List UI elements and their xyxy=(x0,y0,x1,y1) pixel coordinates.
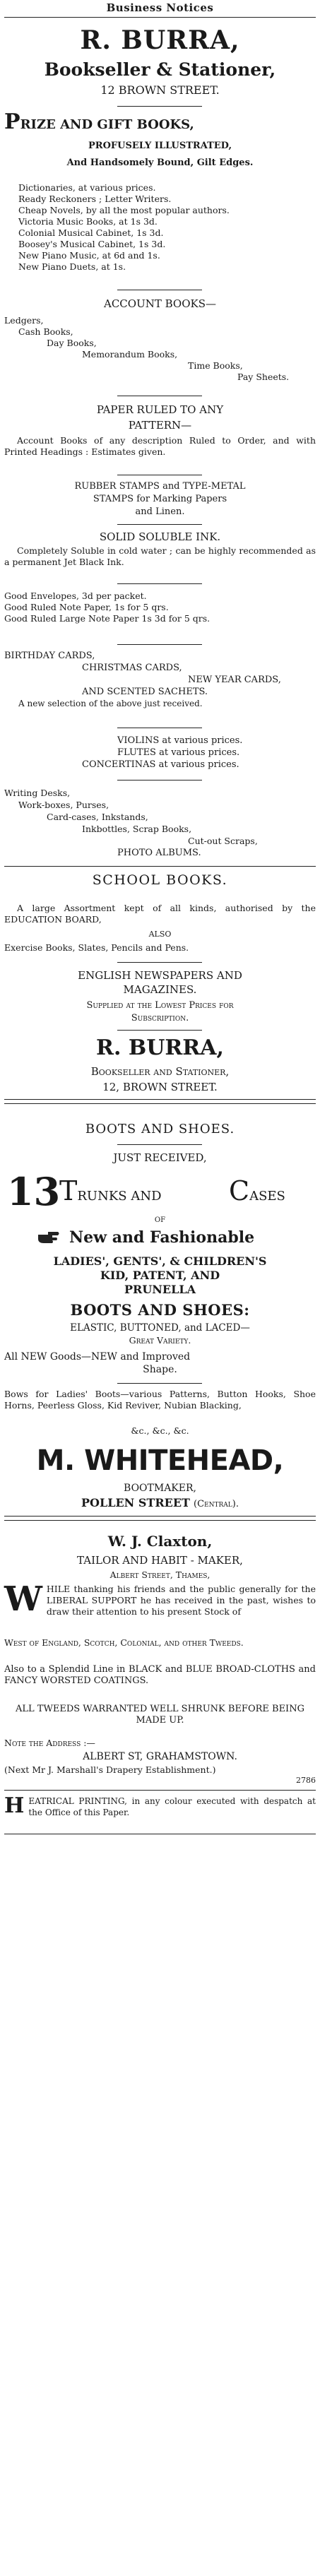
divider xyxy=(4,1520,316,1521)
trunks-initial: T xyxy=(59,1175,78,1206)
prize-heading xyxy=(4,109,316,134)
rubber-2: STAMPS for Marking Papers xyxy=(93,494,227,504)
list-item: VIOLINS at various prices. xyxy=(117,735,243,746)
rubber-1: RUBBER STAMPS and TYPE-METAL xyxy=(74,481,246,492)
cases-initial: C xyxy=(229,1175,250,1206)
paper-title-2: PATTERN— xyxy=(128,419,192,432)
divider xyxy=(4,1103,316,1104)
claxton-address: Albert Street, Thames, xyxy=(109,1569,211,1580)
divider xyxy=(4,17,316,18)
books-list xyxy=(4,182,316,273)
instruments-list xyxy=(4,735,316,771)
list-item: AND SCENTED SACHETS. xyxy=(82,687,208,697)
divider xyxy=(117,524,202,525)
list-item: Good Envelopes, 3d per packet. xyxy=(4,590,147,601)
trunks-rest: RUNKS AND xyxy=(77,1189,162,1204)
list-item: NEW YEAR CARDS, xyxy=(188,675,281,685)
boots-shoes: BOOTS AND SHOES: xyxy=(70,1301,250,1319)
address-street: POLLEN STREET xyxy=(81,1496,190,1509)
divider xyxy=(117,962,202,963)
list-item: Card-cases, Inkstands, xyxy=(47,812,148,822)
whitehead-address xyxy=(4,1496,316,1512)
list-item: FLUTES at various prices. xyxy=(117,747,240,758)
of: OF xyxy=(154,1216,166,1224)
list-item: A new selection of the above just received. xyxy=(18,699,203,708)
cases-rest: ASES xyxy=(249,1189,285,1204)
printing-notice xyxy=(4,1793,316,1818)
cases-label xyxy=(229,1177,285,1211)
whitehead-trade: BOOTMAKER, xyxy=(124,1483,196,1494)
claxton-note: Note the Address :— xyxy=(4,1738,95,1748)
school-title: SCHOOL BOOKS. xyxy=(92,872,228,888)
supplied-1: Supplied at the Lowest Prices for xyxy=(86,1000,234,1011)
list-item: Good Ruled Large Note Paper 1s 3d for 5 qrs. xyxy=(4,613,211,624)
list-item: Day Books, xyxy=(47,338,97,348)
list-item: Ready Reckoners ; Letter Writers. xyxy=(18,194,172,204)
list-item: Inkbottles, Scrap Books, xyxy=(82,824,192,834)
list-item: Memorandum Books, xyxy=(82,349,178,360)
list-item: Dictionaries, at various prices. xyxy=(18,182,156,193)
eng-2: MAGAZINES. xyxy=(123,983,197,996)
list-item: New Piano Music, at 6d and 1s. xyxy=(18,250,160,261)
list-item: Writing Desks, xyxy=(4,788,71,798)
claxton-next: (Next Mr J. Marshall's Drapery Establishment.) xyxy=(4,1764,216,1775)
claxton-name: W. J. Claxton, xyxy=(107,1533,213,1550)
list-item: New Piano Duets, at 1s. xyxy=(18,261,126,272)
list-item: BIRTHDAY CARDS, xyxy=(4,651,95,661)
list-item: CONCERTINAS at various prices. xyxy=(82,759,239,770)
claxton-tweeds: ALL TWEEDS WARRANTED WELL SHRUNK BEFORE BEING MADE UP. xyxy=(16,1704,304,1726)
rubber-3: and Linen. xyxy=(135,506,185,517)
dropcap-w: W xyxy=(4,1579,42,1619)
list-item: Cheap Novels, by all the most popular authors. xyxy=(18,205,230,215)
list-item: Ledgers, xyxy=(4,315,44,326)
ladies-3: PRUNELLA xyxy=(124,1283,196,1296)
fashion-line xyxy=(4,1228,316,1249)
list-item: Pay Sheets. xyxy=(237,372,290,382)
burra-sig-name: R. BURRA, xyxy=(96,1035,224,1060)
list-item: Boosey's Musical Cabinet, 1s 3d. xyxy=(18,239,166,249)
ladies-2: KID, PATENT, AND xyxy=(100,1269,220,1282)
section-title: Business Notices xyxy=(106,1,214,14)
account-title: ACCOUNT BOOKS— xyxy=(103,297,216,310)
burra-name: R. BURRA, xyxy=(80,25,240,55)
burra-sig-address: 12, BROWN STREET. xyxy=(102,1081,218,1093)
variety: Great Variety. xyxy=(129,1335,191,1346)
desks-list xyxy=(4,787,316,859)
divider xyxy=(117,1030,202,1031)
account-list xyxy=(4,315,316,383)
whitehead-name: M. WHITEHEAD, xyxy=(36,1444,284,1477)
ad-number: 2786 xyxy=(296,1776,316,1785)
profusely: PROFUSELY ILLUSTRATED, xyxy=(88,141,232,151)
claxton-body xyxy=(4,1579,316,1619)
all-new-2: Shape. xyxy=(143,1364,177,1375)
list-item: Cut-out Scraps, xyxy=(188,836,258,846)
bows-text: Bows for Ladies' Boots—various Patterns, Button Hooks, Shoe Horns, Peerless Gloss, Kid Reviver, Nubian Blacking, xyxy=(4,1389,316,1411)
fashion-text: New and Fashionable xyxy=(69,1228,255,1247)
trunks-number: 13 xyxy=(7,1169,61,1214)
ink-title: SOLID SOLUBLE INK. xyxy=(99,530,221,543)
claxton-body-text: HILE thanking his friends and the public generally for the LIBERAL SUPPORT he has received in the past, wishes to draw their attention to his present Stock of xyxy=(46,1584,316,1617)
claxton-trade: TAILOR AND HABIT - MAKER, xyxy=(77,1554,243,1567)
also: ALSO xyxy=(148,930,172,939)
claxton-address2: ALBERT ST, GRAHAMSTOWN. xyxy=(83,1751,237,1762)
prize-rest: RIZE AND GIFT BOOKS, xyxy=(20,117,194,132)
divider xyxy=(4,866,316,867)
list-item: Work-boxes, Purses, xyxy=(18,800,109,810)
etc: &c., &c., &c. xyxy=(131,1425,189,1436)
supplied-2: Subscription. xyxy=(131,1013,189,1023)
prize-initial: P xyxy=(4,109,20,134)
cards-list xyxy=(4,650,316,710)
boots-desc: ELASTIC, BUTTONED, and LACED— xyxy=(70,1322,250,1334)
exercise: Exercise Books, Slates, Pencils and Pens. xyxy=(4,942,189,953)
claxton-also: Also to a Splendid Line in BLACK and BLUE BROAD-CLOTHS and FANCY WORSTED COATINGS. xyxy=(4,1664,316,1686)
all-new-1: All NEW Goods—NEW and Improved xyxy=(4,1351,191,1363)
paper-title-1: PAPER RULED TO ANY xyxy=(96,403,224,416)
burra-address: 12 BROWN STREET. xyxy=(100,83,220,97)
trunks-heading xyxy=(4,1171,316,1213)
goods-list xyxy=(4,590,316,624)
address-central: (Central). xyxy=(194,1499,239,1509)
divider xyxy=(117,583,202,584)
divider xyxy=(117,106,202,107)
list-item: Good Ruled Note Paper, 1s for 5 qrs. xyxy=(4,602,169,612)
list-item: CHRISTMAS CARDS, xyxy=(82,663,182,673)
ladies-1: LADIES', GENTS', & CHILDREN'S xyxy=(53,1254,267,1268)
bound: And Handsomely Bound, Gilt Edges. xyxy=(66,158,254,168)
school-text: A large Assortment kept of all kinds, authorised by the EDUCATION BOARD, xyxy=(4,903,316,925)
paper-text: Account Books of any description Ruled to Order, and with Printed Headings : Estimates given. xyxy=(4,435,316,457)
list-item: Colonial Musical Cabinet, 1s 3d. xyxy=(18,227,164,238)
list-item: Time Books, xyxy=(188,360,243,371)
divider xyxy=(4,1790,316,1791)
list-item: Cash Books, xyxy=(18,326,73,337)
list-item: PHOTO ALBUMS. xyxy=(117,848,201,858)
divider xyxy=(4,1099,316,1100)
claxton-west: West of England, Scotch, Colonial, and other Tweeds. xyxy=(4,1637,244,1648)
burra-trade: Bookseller & Stationer, xyxy=(44,59,276,80)
divider xyxy=(117,1383,202,1384)
divider xyxy=(117,1144,202,1145)
burra-sig-trade: Bookseller and Stationer, xyxy=(90,1065,230,1078)
dropcap-h: H xyxy=(4,1793,25,1818)
boots-title: BOOTS AND SHOES. xyxy=(85,1122,235,1136)
pointing-hand-icon xyxy=(37,1229,61,1245)
just-received: JUST RECEIVED, xyxy=(113,1151,207,1164)
ink-text: Completely Soluble in cold water ; can be highly recommended as a permanent Jet Black Ink. xyxy=(4,545,316,567)
list-item: Victoria Music Books, at 1s 3d. xyxy=(18,216,158,227)
eng-1: ENGLISH NEWSPAPERS AND xyxy=(78,969,242,982)
printing-text: EATRICAL PRINTING, in any colour executed with despatch at the Office of this Paper. xyxy=(28,1796,316,1817)
trunks-label xyxy=(59,1177,162,1211)
divider xyxy=(117,644,202,645)
